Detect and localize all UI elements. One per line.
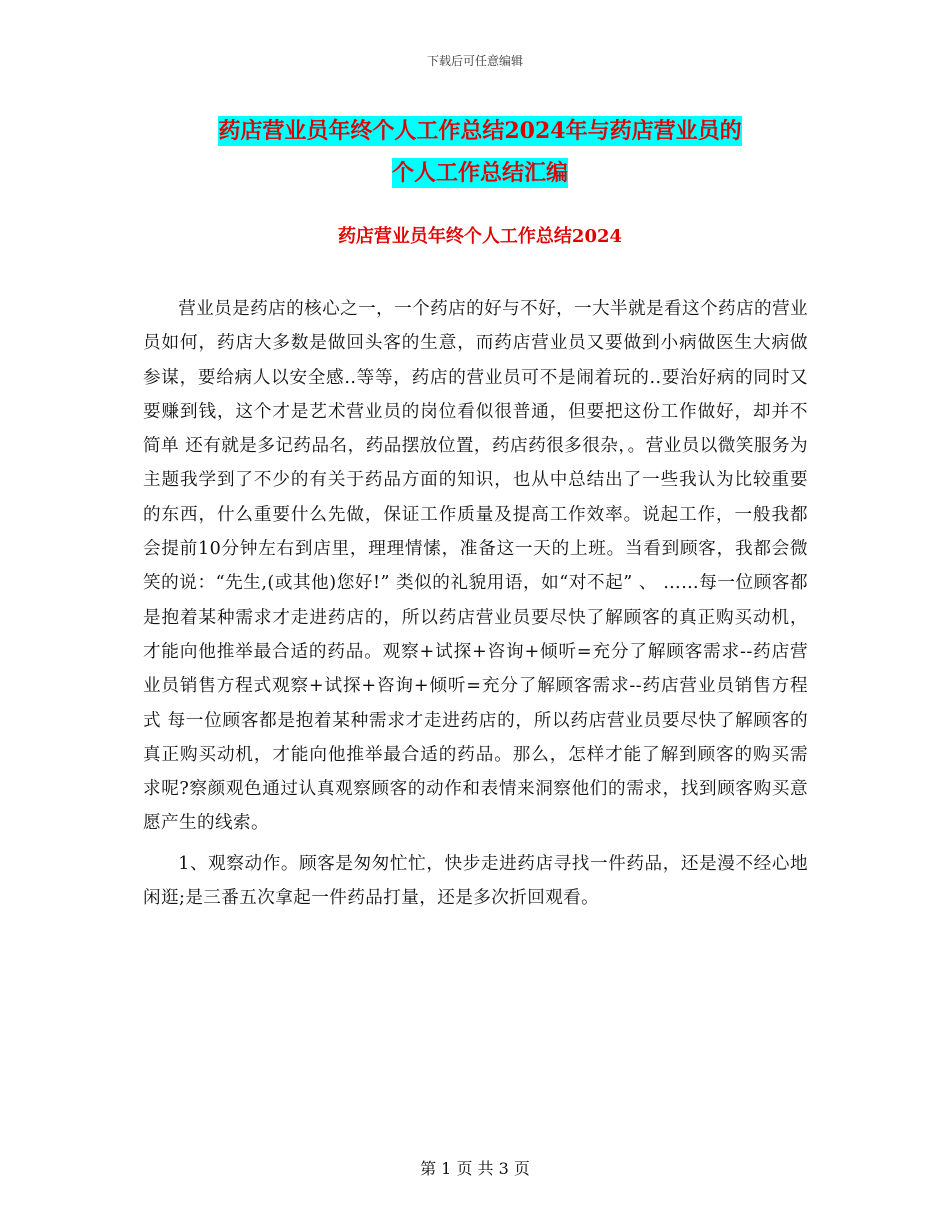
paragraph: 1、观察动作。顾客是匆匆忙忙，快步走进药店寻找一件药品，还是漫不经心地闲逛;是三番五次拿起一件药品打量，还是多次折回观看。 bbox=[143, 853, 808, 909]
document-title bbox=[140, 110, 820, 194]
section-title: 药店营业员年终个人工作总结2024 bbox=[337, 226, 623, 247]
title-line-2: 个人工作总结汇编 bbox=[391, 160, 568, 186]
title-line-1: 药店营业员年终个人工作总结2024年与药店营业员的 bbox=[218, 118, 742, 144]
header-note: 下载后可任意编辑 bbox=[426, 54, 523, 68]
page-number: 第 1 页 共 3 页 bbox=[420, 1159, 530, 1178]
paragraph: 营业员是药店的核心之一，一个药店的好与不好，一大半就是看这个药店的营业员如何，药店大多数是做回头客的生意，而药店营业员又要做到小病做医生大病做参谋，要给病人以安全感..等等，药店的营业员可不是闹着玩的..要治好病的同时又要赚到钱，这个才是艺术营业员的岗位看似很普通，但要把这份工作做好，却并不简单 还有就是多记药品名，药品摆放位置，药店药很多很杂，。营业员以微笑服务为主题我学到了不少的有关于药品方面的知识，也从中总结出了一些我认为比较重要的东西，什么重要什么先做，保证工作质量及提高工作效率。说起工作，一般我都会提前10分钟左右到店里，理理情愫，准备这一天的上班。当看到顾客，我都会微笑的说：“先生,(或其他)您好!” 类似的礼貌用语，如“对不起” 、 ……每一位顾客都是抱着某种需求才走进药店的，所以药店营业员要尽快了解顾客的真正购买动机，才能向他推举最合适的药品。观察+试探+咨询+倾听=充分了解顾客需求--药店营业员销售方程式观察+试探+咨询+倾听=充分了解顾客需求--药店营业员销售方程式 每一位顾客都是抱着某种需求才走进药店的，所以药店营业员要尽快了解顾客的真正购买动机，才能向他推举最合适的药品。那么，怎样才能了解到顾客的购买需求呢?察颜观色通过认真观察顾客的动作和表情来洞察他们的需求，找到顾客购买意愿产生的线索。 bbox=[143, 299, 808, 834]
body-text bbox=[143, 292, 808, 915]
